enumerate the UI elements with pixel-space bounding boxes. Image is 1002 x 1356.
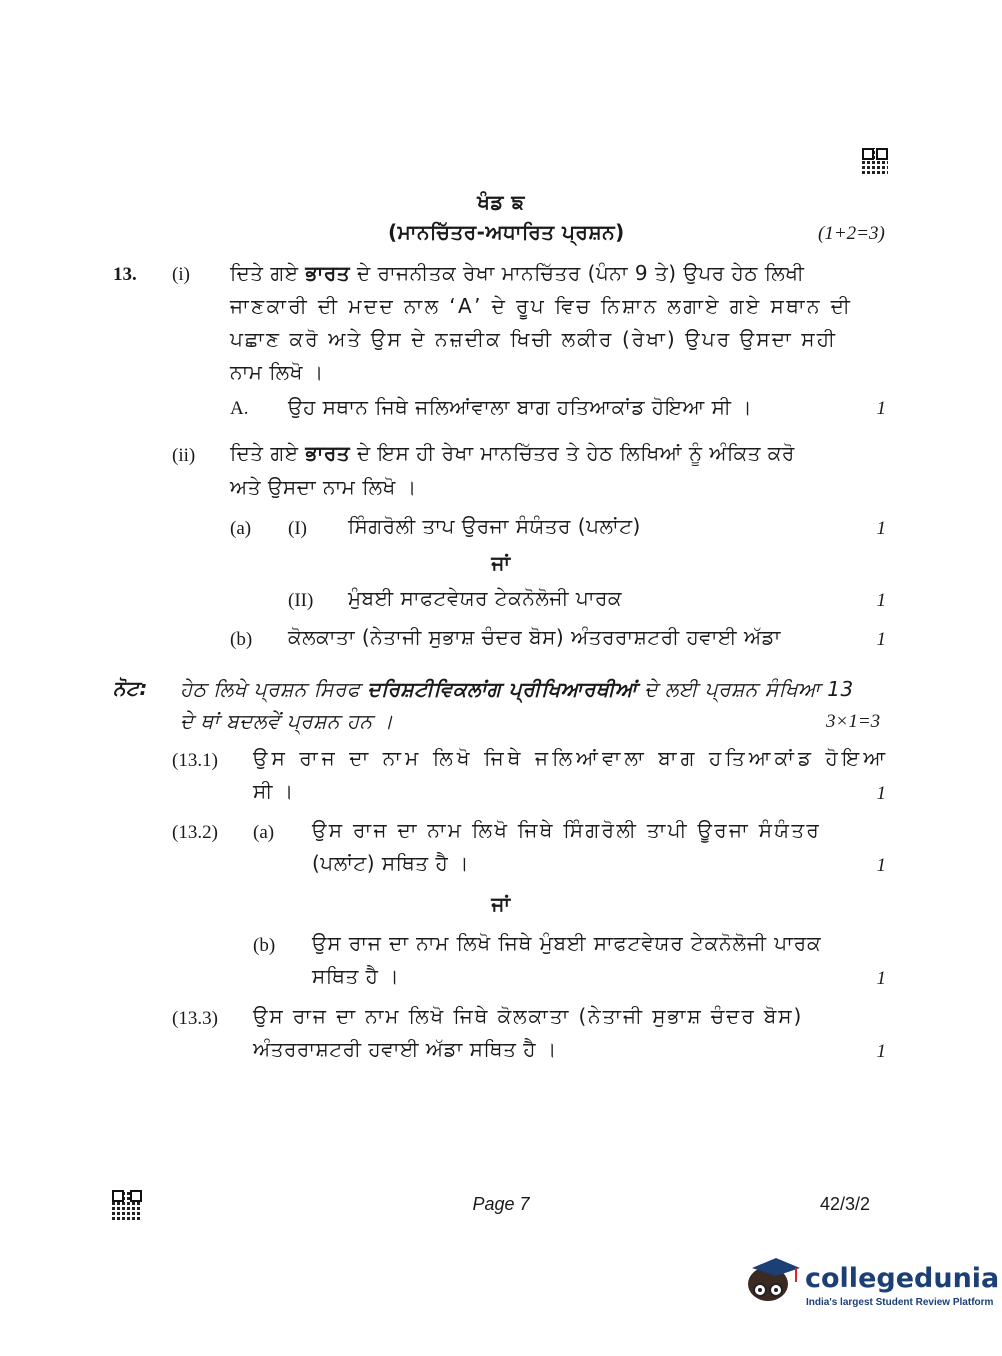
part-i-line-2: ਜਾਣਕਾਰੀ ਦੀ ਮਦਦ ਨਾਲ ‘A’ ਦੇ ਰੂਪ ਵਿਚ ਨਿਸ਼ਾਨ ਲਗਾਏ ਗਏ ਸਥਾਨ ਦੀ [230, 294, 853, 318]
note-marks: 3×1=3 [826, 711, 881, 732]
part-i-line-3: ਪਛਾਣ ਕਰੋ ਅਤੇ ਉਸ ਦੇ ਨਜ਼ਦੀਕ ਖਿਚੀ ਲਕੀਰ (ਰੇਖਾ) ਉਪਰ ਉਸਦਾ ਸਹੀ [230, 327, 838, 351]
part-ii-label: (ii) [172, 445, 196, 466]
page-number: Page 7 [472, 1194, 530, 1214]
alt-q3-line-1: ਉਸ ਰਾਜ ਦਾ ਨਾਮ ਲਿਖੋ ਜਿਥੇ ਕੋਲਕਾਤਾ (ਨੇਤਾਜੀ ਸੁਭਾਸ਼ ਚੰਦਰ ਬੋਸ) [253, 1004, 804, 1028]
collegedunia-tagline: India's largest Student Review Platform [806, 1297, 994, 1308]
alt-q2-label: (13.2) [172, 822, 218, 843]
alt-q1-line-1: ਉਸ ਰਾਜ ਦਾ ਨਾਮ ਲਿਖੋ ਜਿਥੇ ਜਲਿਆਂਵਾਲਾ ਬਾਗ ਹਤਿਆਕਾਂਡ ਹੋਇਆ [253, 746, 890, 770]
alt-q3-label: (13.3) [172, 1008, 218, 1029]
or-divider-2: ਜਾਂ [491, 892, 511, 916]
alt-q2a-line-1: ਉਸ ਰਾਜ ਦਾ ਨਾਮ ਲਿਖੋ ਜਿਥੇ ਸਿੰਗਰੋਲੀ ਤਾਪੀ ਊਰਜਾ ਸੰਯੰਤਰ [312, 818, 822, 842]
alt-q1-line-2: ਸੀ । [253, 779, 294, 803]
or-divider-1: ਜਾਂ [491, 551, 511, 575]
part-ii-I-label: (I) [288, 518, 307, 539]
alt-q2b-line-2: ਸਥਿਤ ਹੈ । [312, 964, 400, 988]
part-i-line-1: ਦਿਤੇ ਗਏ ਭਾਰਤ ਦੇ ਰਾਜਨੀਤਕ ਰੇਖਾ ਮਾਨਚਿੱਤਰ (ਪੰਨਾ 9 ਤੇ) ਉਪਰ ਹੇਠ ਲਿਖੀ [230, 261, 805, 285]
alt-q2a-line-2: (ਪਲਾਂਟ) ਸਥਿਤ ਹੈ । [312, 851, 470, 875]
part-ii-II-label: (II) [288, 590, 314, 611]
part-i-label: (i) [172, 264, 190, 285]
collegedunia-mascot-logo [742, 1254, 804, 1308]
alt-q1-label: (13.1) [172, 750, 218, 771]
collegedunia-wordmark: collegedunia [805, 1263, 1000, 1294]
alt-q3-marks: 1 [876, 1041, 886, 1062]
alt-q2b-line-1: ਉਸ ਰਾਜ ਦਾ ਨਾਮ ਲਿਖੋ ਜਿਥੇ ਮੁੰਬਈ ਸਾਫਟਵੇਯਰ ਟੇਕਨੋਲੋਜੀ ਪਾਰਕ [312, 931, 822, 955]
part-ii-II-marks: 1 [876, 590, 886, 611]
alt-q3-line-2: ਅੰਤਰਰਾਸ਼ਟਰੀ ਹਵਾਈ ਅੱਡਾ ਸਥਿਤ ਹੈ । [253, 1037, 557, 1061]
part-i-a-label: A. [230, 398, 249, 419]
alt-q1-marks: 1 [876, 783, 886, 804]
section-subtitle: (ਮਾਨਚਿੱਤਰ-ਅਧਾਰਿਤ ਪ੍ਰਸ਼ਨ) [388, 220, 625, 244]
part-i-a-text: ਉਹ ਸਥਾਨ ਜਿਥੇ ਜਲਿਆਂਵਾਲਾ ਬਾਗ ਹਤਿਆਕਾਂਡ ਹੋਇਆ ਸੀ । [288, 395, 753, 419]
part-ii-II-text: ਮੁੰਬਈ ਸਾਫਟਵੇਯਰ ਟੇਕਨੋਲੋਜੀ ਪਾਰਕ [348, 586, 623, 610]
alt-q2b-label: (b) [253, 935, 276, 956]
section-title: ਖੰਡ ਙ [477, 190, 525, 214]
alt-q2b-marks: 1 [876, 968, 886, 989]
qr-code-top [862, 148, 888, 174]
note-label: ਨੋਟ: [113, 676, 148, 700]
part-ii-I-text: ਸਿੰਗਰੋਲੀ ਤਾਪ ਉਰਜਾ ਸੰਯੰਤਰ (ਪਲਾਂਟ) [348, 514, 641, 538]
note-line-1: ਹੇਠ ਲਿਖੇ ਪ੍ਰਸ਼ਨ ਸਿਰਫ ਦਰਿਸ਼ਟੀਵਿਕਲਾਂਗ ਪ੍ਰੀਖਿਆਰਥੀਆਂ ਦੇ ਲਈ ਪ੍ਰਸ਼ਨ ਸੰਖਿਆ 13 [180, 677, 854, 701]
part-ii-line-2: ਅਤੇ ਉਸਦਾ ਨਾਮ ਲਿਖੋ । [230, 475, 417, 499]
part-ii-line-1: ਦਿਤੇ ਗਏ ਭਾਰਤ ਦੇ ਇਸ ਹੀ ਰੇਖਾ ਮਾਨਚਿੱਤਰ ਤੇ ਹੇਠ ਲਿਖਿਆਂ ਨੂੰ ਅੰਕਿਤ ਕਰੋ [230, 441, 795, 465]
alt-q2a-label: (a) [253, 822, 275, 843]
part-ii-I-marks: 1 [876, 518, 886, 539]
part-ii-b-text: ਕੋਲਕਾਤਾ (ਨੇਤਾਜੀ ਸੁਭਾਸ਼ ਚੰਦਰ ਬੋਸ) ਅੰਤਰਰਾਸ਼ਟਰੀ ਹਵਾਈ ਅੱਡਾ [288, 625, 781, 649]
part-i-a-marks: 1 [876, 398, 886, 419]
part-i-line-4: ਨਾਮ ਲਿਖੋ । [230, 360, 324, 384]
alt-q2a-marks: 1 [876, 855, 886, 876]
paper-code: 42/3/2 [820, 1194, 871, 1214]
part-ii-b-label: (b) [230, 629, 253, 650]
part-ii-a-label: (a) [230, 518, 252, 539]
section-marks: (1+2=3) [818, 223, 885, 244]
part-ii-b-marks: 1 [876, 629, 886, 650]
question-number: 13. [113, 264, 137, 285]
note-line-2: ਦੇ ਥਾਂ ਬਦਲਵੇਂ ਪ੍ਰਸ਼ਨ ਹਨ । [180, 709, 394, 733]
